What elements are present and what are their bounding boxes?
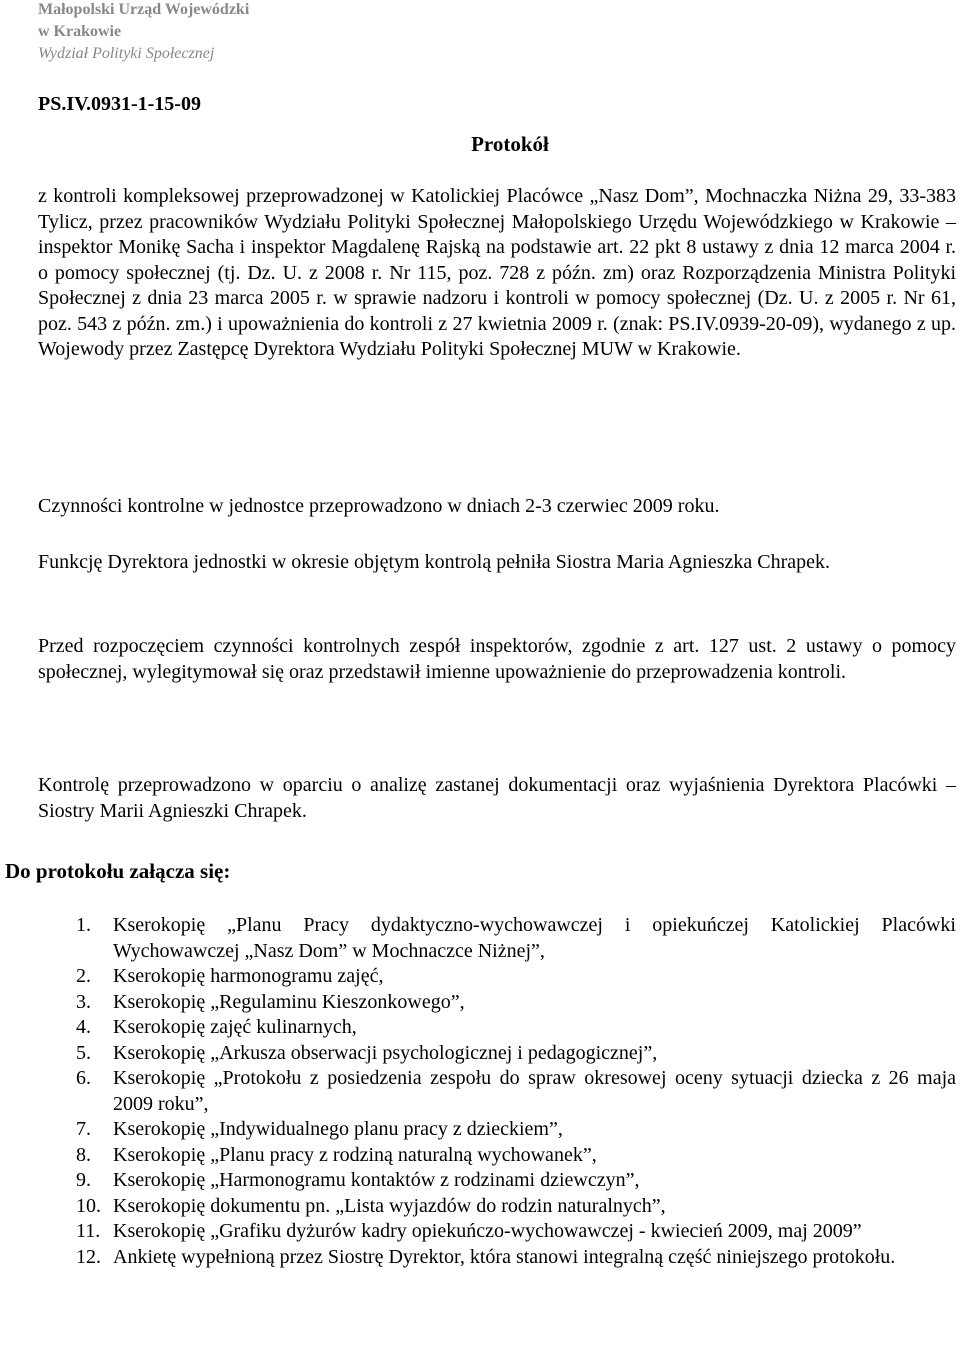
list-item-text: Kserokopię dokumentu pn. „Lista wyjazdów do rodzin naturalnych”, xyxy=(113,1194,666,1217)
director-paragraph: Funkcję Dyrektora jednostki w okresie objętym kontrolą pełniła Siostra Maria Agnieszka Chrapek. xyxy=(38,551,831,573)
list-item-text: Kserokopię „Planu Pracy dydaktyczno-wychowawczej i opiekuńczej Katolickiej Placówki Wychowawczej „Nasz Dom” w Mochnaczce Niżnej”, xyxy=(113,914,956,962)
list-item xyxy=(76,1117,956,1143)
header-city: w Krakowie xyxy=(38,23,122,40)
list-item xyxy=(76,1245,956,1271)
list-item-number: 8. xyxy=(76,1143,91,1166)
list-item-number: 9. xyxy=(76,1169,91,1191)
list-item-text: Kserokopię „Arkusza obserwacji psychologicznej i pedagogicznej”, xyxy=(113,1041,658,1064)
list-item-text: Kserokopię „Regulaminu Kieszonkowego”, xyxy=(113,990,465,1013)
list-item-number: 5. xyxy=(76,1041,91,1064)
list-item xyxy=(76,990,956,1016)
list-item-number: 7. xyxy=(76,1118,91,1140)
list-item xyxy=(76,1015,956,1041)
list-item xyxy=(76,1219,956,1245)
attachments-heading: Do protokołu załącza się: xyxy=(5,859,231,883)
list-item xyxy=(76,1041,956,1067)
authorization-paragraph: Przed rozpoczęciem czynności kontrolnych zespół inspektorów, zgodnie z art. 127 ust. 2 ustawy o pomocy społecznej, wylegitymował się oraz przedstawił imienne upoważnienie do przeprowadzenia kontroli. xyxy=(38,635,956,683)
list-item-number: 3. xyxy=(76,990,91,1013)
list-item-text: Kserokopię „Planu pracy z rodziną naturalną wychowanek”, xyxy=(113,1143,597,1166)
attachments-list xyxy=(76,913,956,1270)
list-item xyxy=(76,1143,956,1169)
list-item-number: 4. xyxy=(76,1016,91,1038)
list-item-text: Kserokopię zajęć kulinarnych, xyxy=(113,1016,357,1038)
header-office: Małopolski Urząd Wojewódzki xyxy=(38,1,250,18)
list-item xyxy=(76,1194,956,1220)
list-item-number: 11. xyxy=(76,1220,101,1242)
list-item xyxy=(76,1066,956,1117)
list-item xyxy=(76,913,956,964)
list-item-number: 6. xyxy=(76,1067,91,1089)
list-item-text: Kserokopię harmonogramu zajęć, xyxy=(113,965,384,987)
list-item-number: 1. xyxy=(76,914,91,936)
dates-paragraph: Czynności kontrolne w jednostce przeprowadzono w dniach 2-3 czerwiec 2009 roku. xyxy=(38,495,720,517)
list-item xyxy=(76,964,956,990)
method-paragraph: Kontrolę przeprowadzono w oparciu o analizę zastanej dokumentacji oraz wyjaśnienia Dyrektora Placówki – Siostry Marii Agnieszki Chrapek. xyxy=(38,774,956,822)
list-item-number: 2. xyxy=(76,965,91,987)
list-item-text: Ankietę wypełnioną przez Siostrę Dyrektor, która stanowi integralną część niniejszego protokołu. xyxy=(113,1245,896,1268)
list-item-number: 10. xyxy=(76,1194,101,1217)
list-item-text: Kserokopię „Protokołu z posiedzenia zespołu do spraw okresowej oceny sytuacji dziecka z 26 maja 2009 roku”, xyxy=(113,1067,956,1115)
header-department: Wydział Polityki Społecznej xyxy=(38,45,215,62)
list-item-text: Kserokopię „Harmonogramu kontaktów z rodzinami dziewczyn”, xyxy=(113,1169,640,1191)
list-item-text: Kserokopię „Grafiku dyżurów kadry opiekuńczo-wychowawczej - kwiecień 2009, maj 2009” xyxy=(113,1220,862,1242)
case-number: PS.IV.0931-1-15-09 xyxy=(38,93,201,115)
list-item-number: 12. xyxy=(76,1245,101,1268)
list-item xyxy=(76,1168,956,1194)
document-title: Protokół xyxy=(471,132,549,156)
intro-paragraph: z kontroli kompleksowej przeprowadzonej w Katolickiej Placówce „Nasz Dom”, Mochnaczka Niżna 29, 33-383 Tylicz, przez pracowników Wydziału Polityki Społecznej Małopolskiego Urzędu Wojewódzkiego w Krakowie – inspektor Monikę Sacha i inspektor Magdalenę Rajską na podstawie art. 22 pkt 8 ustawy z dnia 12 marca 2004 r. o pomocy społecznej (tj. Dz. U. z 2008 r. Nr 115, poz. 728 z późn. zm) oraz Rozporządzenia Ministra Polityki Społecznej z dnia 23 marca 2005 r. w sprawie nadzoru i kontroli w pomocy społecznej (Dz. U. z 2005 r. Nr 61, poz. 543 z późn. zm.) i upoważnienia do kontroli z 27 kwietnia 2009 r. (znak: PS.IV.0939-20-09), wydanego z up. Wojewody przez Zastępcę Dyrektora Wydziału Polityki Społecznej MUW w Krakowie. xyxy=(38,185,956,360)
list-item-text: Kserokopię „Indywidualnego planu pracy z dzieckiem”, xyxy=(113,1118,563,1140)
